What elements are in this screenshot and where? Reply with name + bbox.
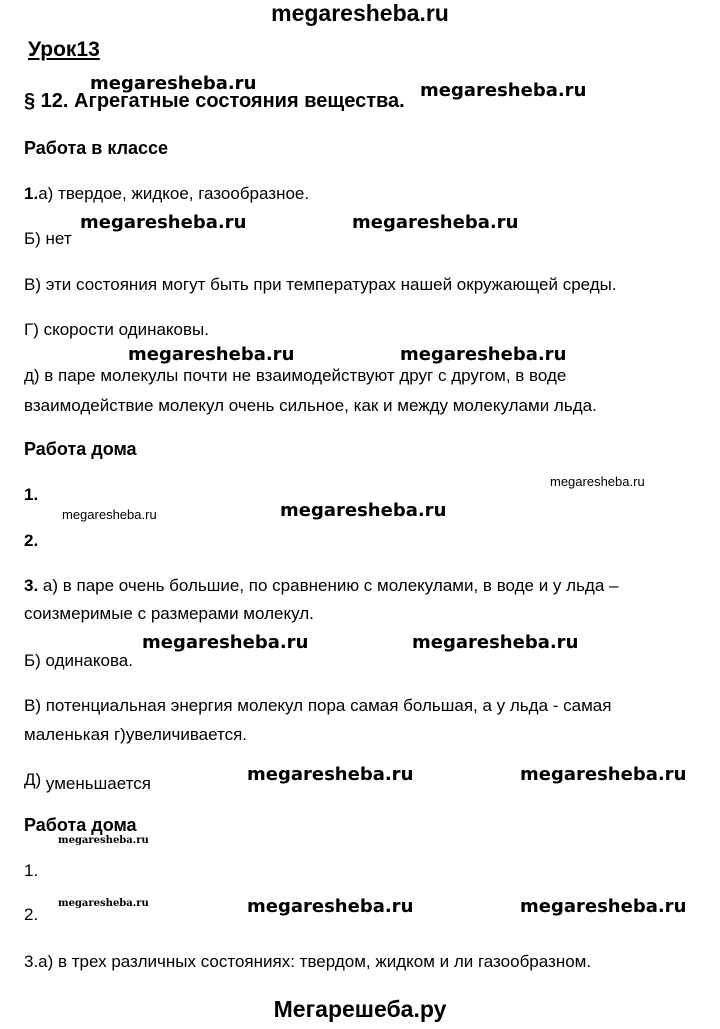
watermark: megaresheba.ru — [420, 80, 587, 101]
answer-1d-line1: д) в паре молекулы почти не взаимодействуют друг с другом, в воде — [24, 366, 567, 385]
answer-label: Д) — [24, 770, 42, 789]
watermark: megaresheba.ru — [400, 344, 567, 365]
class-work-heading: Работа в классе — [24, 138, 169, 158]
home-item-1: 1. — [24, 485, 39, 504]
watermark: megaresheba.ru — [62, 507, 157, 522]
answer-3b: Б) одинакова. — [24, 651, 133, 670]
lesson-title: Урок13 — [28, 38, 100, 61]
watermark: megaresheba.ru — [247, 764, 414, 785]
answer-1d-line2: взаимодействие молекул очень сильное, как и между молекулами льда. — [24, 396, 597, 415]
answer-text: а) твердое, жидкое, газообразное. — [38, 184, 310, 203]
answer-3v-line2: маленькая г)увеличивается. — [24, 725, 248, 744]
watermark: megaresheba.ru — [80, 212, 247, 233]
answer-1g: Г) скорости одинаковы. — [24, 320, 209, 339]
answer-number: 3. — [24, 576, 39, 595]
watermark: megaresheba.ru — [247, 896, 414, 917]
watermark: megaresheba.ru — [90, 73, 257, 94]
watermark: megaresheba.ru — [128, 344, 295, 365]
watermark: megaresheba.ru — [280, 500, 447, 521]
home2-item-2: 2. — [24, 905, 39, 924]
site-footer: Мегарешеба.ру — [273, 996, 447, 1022]
answer-1v: В) эти состояния могут быть при температурах нашей окружающей среды. — [24, 275, 617, 294]
home2-item-1: 1. — [24, 861, 39, 880]
answer-1a — [24, 184, 309, 204]
answer-number: 1. — [24, 184, 39, 203]
answer-text: а) в паре очень большие, по сравнению с молекулами, в воде и у льда – — [38, 576, 619, 595]
watermark: megaresheba.ru — [520, 764, 687, 785]
home2-item-3: 3.а) в трех различных состояниях: твердом, жидком и ли газообразном. — [24, 952, 592, 971]
watermark: megaresheba.ru — [520, 896, 687, 917]
home-work-heading: Работа дома — [24, 439, 137, 459]
answer-text: уменьшается — [45, 774, 151, 793]
answer-3d — [24, 770, 151, 793]
answer-3a-line2: соизмеримые с размерами молекул. — [24, 604, 314, 623]
watermark: megaresheba.ru — [58, 898, 149, 909]
watermark: megaresheba.ru — [352, 212, 519, 233]
answer-1b: Б) нет — [24, 229, 72, 248]
home-item-2: 2. — [24, 531, 39, 550]
section-title: § 12. Агрегатные состояния вещества. — [24, 90, 405, 112]
watermark: megaresheba.ru — [142, 632, 309, 653]
site-header: megaresheba.ru — [271, 0, 449, 26]
watermark: megaresheba.ru — [58, 835, 149, 846]
watermark: megaresheba.ru — [550, 474, 645, 489]
answer-3v-line1: В) потенциальная энергия молекул пора самая большая, а у льда - самая — [24, 696, 612, 715]
answer-3a-line1 — [24, 576, 618, 596]
home-work-heading-2: Работа дома — [24, 815, 137, 835]
watermark: megaresheba.ru — [412, 632, 579, 653]
